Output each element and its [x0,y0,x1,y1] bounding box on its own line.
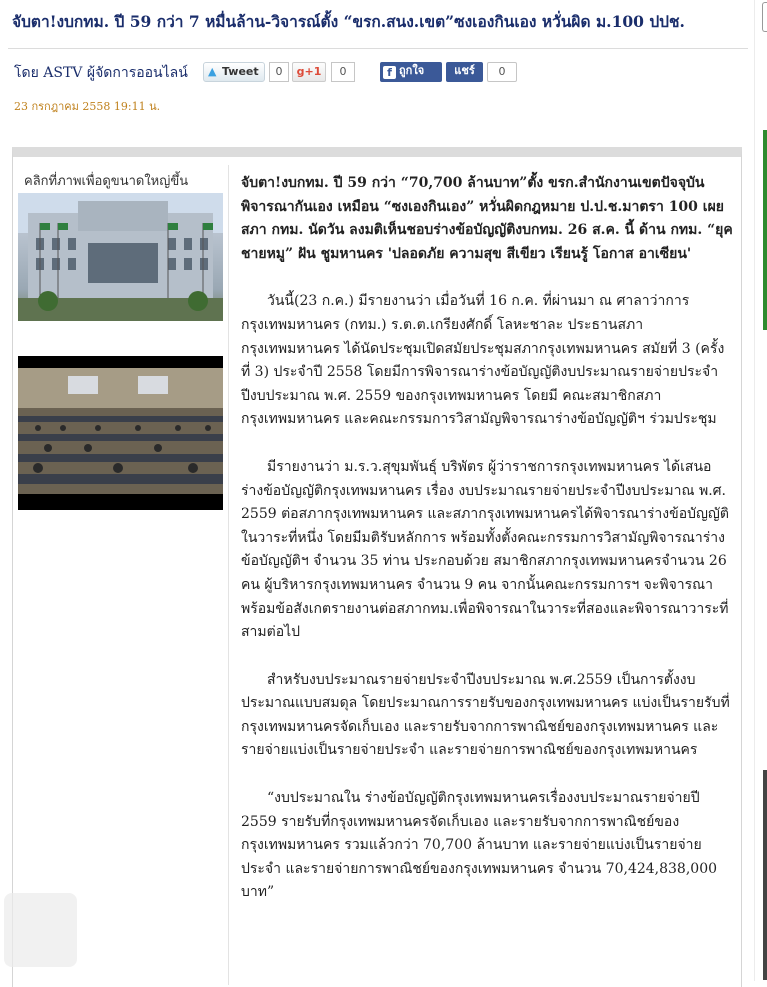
article-paragraph-2: มีรายงานว่า ม.ร.ว.สุขุมพันธุ์ บริพัตร ผู้ว่าราชการกรุงเทพมหานคร ได้เสนอร่างข้อบัญญัติกรุงเทพมหานคร เรื่อง งบประมาณรายจ่ายประจำปีงบประมาณ พ.ศ. 2559 ต่อสภากรุงเทพมหานคร และสภากรุงเทพมหานครได้พิจารณาร่างข้อบัญญัติในวาระที่หนึ่ง โดยมีมติรับหลักการ พร้อมทั้งตั้งคณะกรรมการวิสามัญพิจารณาร่างข้อบัญญัติฯ จำนวน 35 ท่าน ประกอบด้วย สมาชิกสภากรุงเทพมหานครจำนวน 26 คน ผู้บริหารกรุงเทพมหานคร จำนวน 9 คน จากนั้นคณะกรรมการฯ จะพิจารณาพร้อมข้อสังเกตรายงานต่อสภากทม.เพื่อพิจารณาในวาระที่สองและพิจารณาวาระที่สามต่อไป [241,458,729,641]
google-plus-button[interactable]: g+1 [292,62,326,82]
facebook-like-button[interactable]: f ถูกใจ [380,62,442,82]
image-caption: คลิกที่ภาพเพื่อดูขนาดใหญ่ขึ้น [24,174,189,189]
header-divider [8,48,748,49]
column-divider [228,165,229,985]
article-body [241,172,733,929]
council-meeting-photo[interactable] [18,356,223,510]
right-edge-banner-1 [763,130,767,330]
article-paragraph-3: สำหรับงบประมาณรายจ่ายประจำปีงบประมาณ พ.ศ.2559 เป็นการตั้งงบประมาณแบบสมดุล โดยประมาณการรายรับของกรุงเทพมหานคร แบ่งเป็นรายรับที่กรุงเทพมหานครจัดเก็บเอง และรายรับจากการพาณิชย์ของกรุงเทพมหานคร และรายจ่ายแบ่งเป็นรายจ่ายประจำ และรายจ่ายการพาณิชย์ของกรุงเทพมหานคร [241,671,730,759]
article-paragraph-1: วันนี้(23 ก.ค.) มีรายงานว่า เมื่อวันที่ 16 ก.ค. ที่ผ่านมา ณ ศาลาว่าการกรุงเทพมหานคร (กทม.) ร.ต.ต.เกรียงศักดิ์ โลหะชาละ ประธานสภากรุงเทพมหานคร ได้นัดประชุมเปิดสมัยประชุมสภากรุงเทพมหานคร สมัยที่ 3 (ครั้งที่ 3) ประจำปี 2558 โดยมีการพิจารณาร่างข้อบัญญัติงบประมาณรายจ่ายประจำปีงบประมาณ พ.ศ. 2559 ของกรุงเทพมหานคร โดยมี คณะสมาชิกสภากรุงเทพมหานคร และคณะกรรมการวิสามัญพิจารณาร่างข้อบัญญัติฯ ร่วมประชุม [241,293,725,428]
tweet-count: 0 [269,62,289,82]
facebook-icon: f [383,66,396,79]
facebook-count: 0 [487,62,517,82]
article-paragraph-4: “งบประมาณใน ร่างข้อบัญญัติกรุงเทพมหานครเรื่องงบประมาณรายจ่ายปี 2559 รายรับที่กรุงเทพมหานครจัดเก็บเอง และรายรับจากการพาณิชย์ของกรุงเทพมหานคร รวมแล้วกว่า 70,700 ล้านบาท และรายจ่ายแบ่งเป็นรายจ่ายประจำ และรายจ่ายการพาณิชย์ของกรุงเทพมหานคร จำนวน 70,424,838,000 บาท” [241,790,718,901]
right-gutter [754,0,755,981]
floating-overlay[interactable] [4,893,77,967]
council-meeting-illustration [18,356,223,510]
article-headline: จับตา!งบกทม. ปี 59 กว่า 7 หมื่นล้าน-วิจารณ์ตั้ง “ขรก.สนง.เขต”ซงเองกินเอง หวั่นผิด ม.100 ปปช. [12,12,685,31]
article-lead: จับตา!งบกทม. ปี 59 กว่า “70,700 ล้านบาท”ตั้ง ขรก.สำนักงานเขตปัจจุบัน พิจารณากันเอง เหมือน “ซงเองกินเอง” หวั่นผิดกฎหมาย ป.ป.ช.มาตรา 100 เผย สภา กทม. นัดวัน ลงมติเห็นชอบร่างข้อบัญญัติงบกทม. 26 ส.ค. นี้ ด้าน กทม. “ยุคชายหมู” ฝัน ชูมหานคร 'ปลอดภัย ความสุข สีเขียว เรียนรู้ โอกาส อาเซียน' [241,175,733,262]
google-plus-count: 0 [331,62,355,82]
facebook-share-button[interactable]: แชร์ [446,62,483,82]
right-edge-banner-2 [763,770,767,980]
twitter-bird-icon: ▲ [208,65,217,78]
article-date: 23 กรกฎาคม 2558 19:11 น. [14,100,161,113]
tweet-button[interactable]: ▲ Tweet [203,62,265,82]
city-hall-photo[interactable] [18,193,223,321]
right-edge-widget [762,2,767,32]
city-hall-illustration [18,193,223,321]
article-byline: โดย ASTV ผู้จัดการออนไลน์ [14,65,188,81]
